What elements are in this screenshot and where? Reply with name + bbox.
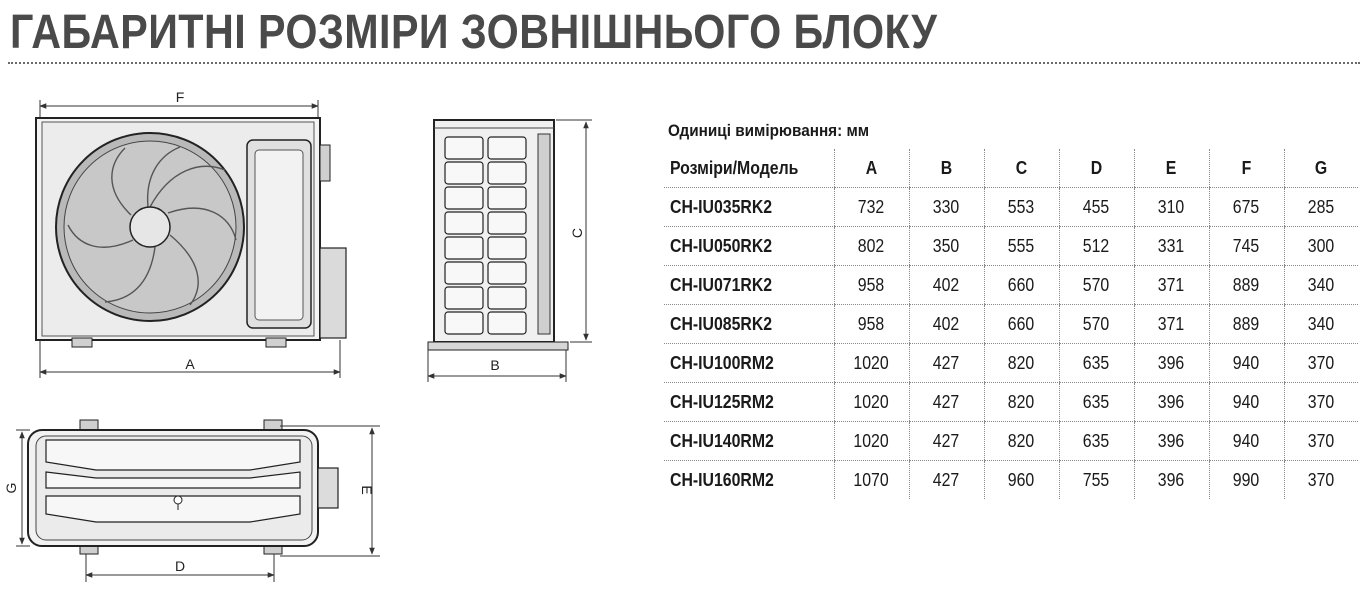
model-cell: CH-IU050RK2 xyxy=(664,227,834,266)
table-row xyxy=(664,188,1358,227)
value-cell-d: 635 xyxy=(1059,344,1134,383)
label-B: B xyxy=(490,357,500,373)
value-cell-g: 340 xyxy=(1284,266,1358,305)
value-cell-e: 396 xyxy=(1134,383,1209,422)
column-header-e: E xyxy=(1134,149,1209,188)
value-cell-e: 371 xyxy=(1134,305,1209,344)
value-cell-c: 820 xyxy=(984,422,1059,461)
table-row xyxy=(664,461,1358,500)
value-cell-e: 310 xyxy=(1134,188,1209,227)
outdoor-unit-drawings xyxy=(0,0,660,609)
value-cell-g: 340 xyxy=(1284,305,1358,344)
value-cell-e: 396 xyxy=(1134,422,1209,461)
label-D: D xyxy=(174,558,186,574)
value-cell-d: 570 xyxy=(1059,266,1134,305)
column-header-g: G xyxy=(1284,149,1358,188)
value-cell-a: 802 xyxy=(834,227,909,266)
value-cell-e: 396 xyxy=(1134,461,1209,500)
front-view xyxy=(36,100,346,378)
value-cell-a: 1020 xyxy=(834,383,909,422)
value-cell-d: 455 xyxy=(1059,188,1134,227)
label-A: A xyxy=(185,356,195,372)
value-cell-b: 427 xyxy=(909,344,984,383)
value-cell-d: 755 xyxy=(1059,461,1134,500)
model-cell: CH-IU071RK2 xyxy=(664,266,834,305)
value-cell-d: 570 xyxy=(1059,305,1134,344)
side-view xyxy=(428,120,592,382)
table-header-row xyxy=(664,149,1358,188)
value-cell-f: 745 xyxy=(1209,227,1284,266)
value-cell-b: 330 xyxy=(909,188,984,227)
value-cell-c: 660 xyxy=(984,266,1059,305)
column-header-a: A xyxy=(834,149,909,188)
top-view xyxy=(16,420,380,582)
value-cell-g: 370 xyxy=(1284,461,1358,500)
value-cell-c: 553 xyxy=(984,188,1059,227)
table-row xyxy=(664,422,1358,461)
value-cell-c: 820 xyxy=(984,344,1059,383)
model-cell: CH-IU160RM2 xyxy=(670,469,774,490)
value-cell-d: 635 xyxy=(1059,383,1134,422)
table-row xyxy=(664,305,1358,344)
model-cell: CH-IU035RK2 xyxy=(664,188,834,227)
value-cell-c: 820 xyxy=(984,383,1059,422)
value-cell-f: 940 xyxy=(1209,344,1284,383)
value-cell-b: 427 xyxy=(909,461,984,500)
value-cell-c: 960 xyxy=(984,461,1059,500)
column-header-d: D xyxy=(1059,149,1134,188)
model-cell: CH-IU085RK2 xyxy=(664,305,834,344)
model-cell: CH-IU125RM2 xyxy=(664,383,834,422)
model-cell: CH-IU100RM2 xyxy=(664,344,834,383)
value-cell-b: 402 xyxy=(909,266,984,305)
value-cell-f: 990 xyxy=(1209,461,1284,500)
value-cell-g: 300 xyxy=(1284,227,1358,266)
value-cell-a: 958 xyxy=(834,305,909,344)
value-cell-f: 940 xyxy=(1209,383,1284,422)
value-cell-b: 402 xyxy=(909,305,984,344)
value-cell-e: 331 xyxy=(1134,227,1209,266)
units-caption: Одиниці вимірювання: мм xyxy=(668,121,870,140)
value-cell-a: 958 xyxy=(834,266,909,305)
value-cell-d: 512 xyxy=(1059,227,1134,266)
value-cell-a: 732 xyxy=(834,188,909,227)
page-title: ГАБАРИТНІ РОЗМІРИ ЗОВНІШНЬОГО БЛОКУ xyxy=(10,6,938,59)
column-header-b: B xyxy=(909,149,984,188)
value-cell-a: 1020 xyxy=(834,422,909,461)
value-cell-b: 350 xyxy=(909,227,984,266)
value-cell-d: 635 xyxy=(1059,422,1134,461)
column-header-model: Розміри/Модель xyxy=(664,149,834,188)
value-cell-f: 675 xyxy=(1209,188,1284,227)
dimensions-table xyxy=(664,149,1358,499)
value-cell-e: 396 xyxy=(1134,344,1209,383)
label-G: G xyxy=(3,482,19,494)
value-cell-c: 660 xyxy=(984,305,1059,344)
table-row xyxy=(664,227,1358,266)
value-cell-c: 555 xyxy=(984,227,1059,266)
table-row xyxy=(664,266,1358,305)
label-C: C xyxy=(569,227,585,239)
value-cell-g: 370 xyxy=(1284,383,1358,422)
value-cell-f: 889 xyxy=(1209,305,1284,344)
column-header-c: C xyxy=(984,149,1059,188)
value-cell-b: 427 xyxy=(909,422,984,461)
value-cell-g: 370 xyxy=(1284,422,1358,461)
value-cell-e: 371 xyxy=(1134,266,1209,305)
model-cell: CH-IU140RM2 xyxy=(664,422,834,461)
label-E: E xyxy=(359,485,375,495)
table-row xyxy=(664,344,1358,383)
value-cell-f: 940 xyxy=(1209,422,1284,461)
label-F: F xyxy=(175,89,185,105)
value-cell-a: 1020 xyxy=(834,344,909,383)
column-header-f: F xyxy=(1209,149,1284,188)
value-cell-a: 1070 xyxy=(834,461,909,500)
value-cell-g: 370 xyxy=(1284,344,1358,383)
value-cell-g: 285 xyxy=(1284,188,1358,227)
value-cell-b: 427 xyxy=(909,383,984,422)
value-cell-f: 889 xyxy=(1209,266,1284,305)
table-row xyxy=(664,383,1358,422)
